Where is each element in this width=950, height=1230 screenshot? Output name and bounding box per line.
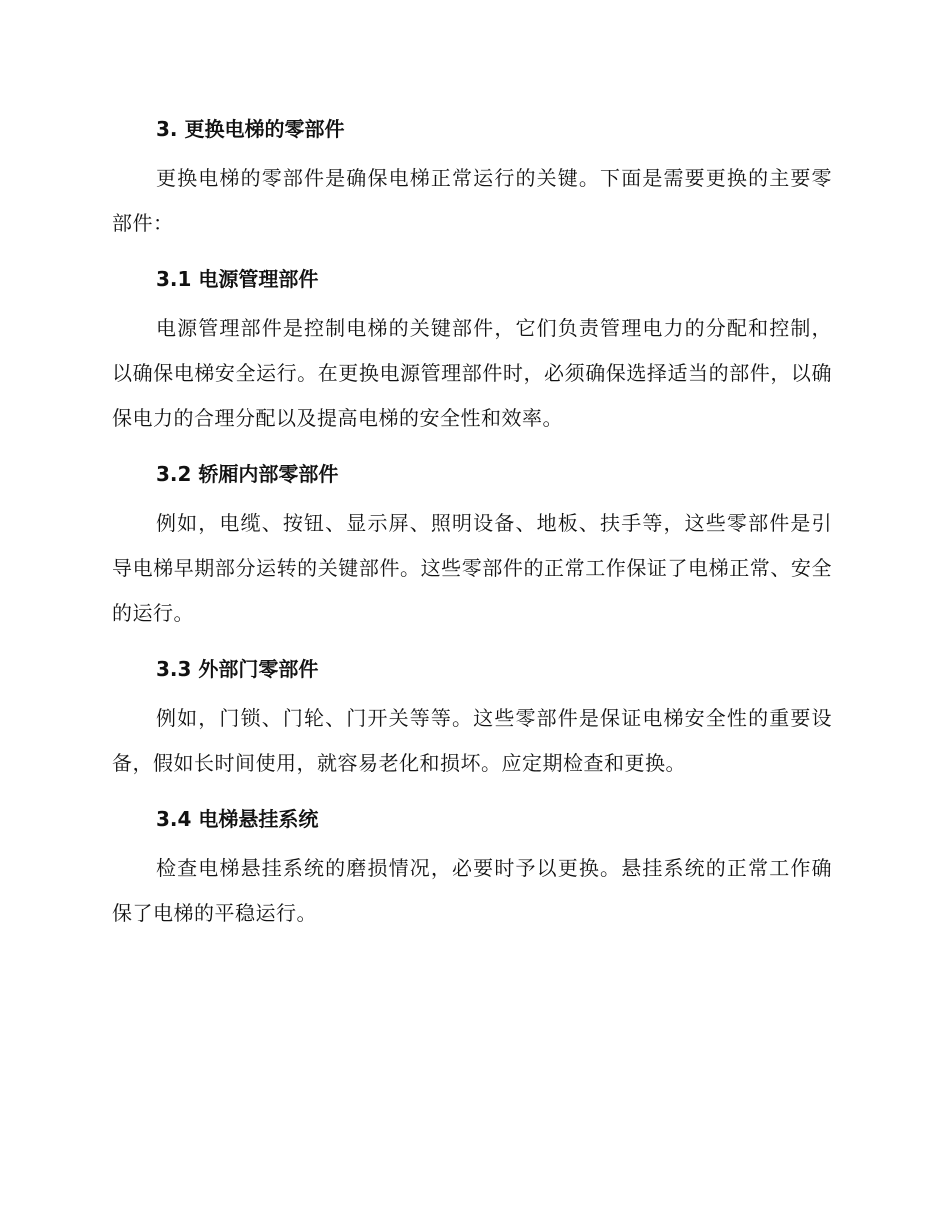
section-paragraph-3-4: 检查电梯悬挂系统的磨损情况，必要时予以更换。悬挂系统的正常工作确保了电梯的平稳运行。 [112, 856, 832, 925]
document-body [112, 112, 832, 936]
section-paragraph-3: 更换电梯的零部件是确保电梯正常运行的关键。下面是需要更换的主要零部件： [112, 166, 832, 235]
section-heading-3-1: 3.1 电源管理部件 [156, 267, 319, 291]
section-heading-3-3: 3.3 外部门零部件 [156, 657, 319, 681]
section-paragraph-3-1: 电源管理部件是控制电梯的关键部件，它们负责管理电力的分配和控制，以确保电梯安全运行。在更换电源管理部件时，必须确保选择适当的部件，以确保电力的合理分配以及提高电梯的安全性和效率。 [112, 316, 832, 430]
section-paragraph-3-2: 例如，电缆、按钮、显示屏、照明设备、地板、扶手等，这些零部件是引导电梯早期部分运转的关键部件。这些零部件的正常工作保证了电梯正常、安全的运行。 [112, 511, 832, 625]
section-paragraph-3-3: 例如，门锁、门轮、门开关等等。这些零部件是保证电梯安全性的重要设备，假如长时间使用，就容易老化和损坏。应定期检查和更换。 [112, 706, 832, 775]
section-heading-3-2: 3.2 轿厢内部零部件 [156, 462, 339, 486]
section-heading-3-4: 3.4 电梯悬挂系统 [156, 807, 319, 831]
section-heading-3: 3. 更换电梯的零部件 [156, 117, 345, 141]
